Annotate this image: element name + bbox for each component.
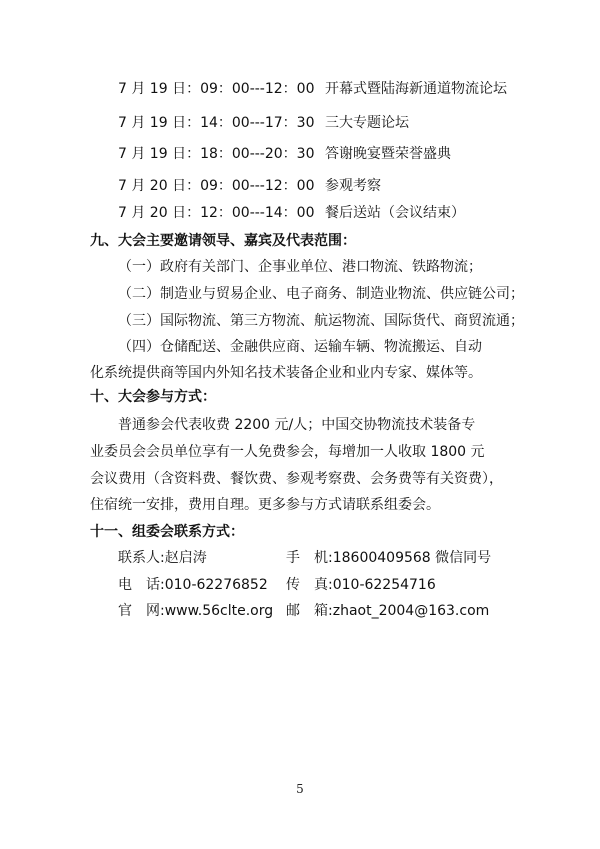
schedule-event: 答谢晚宴暨荣誉盛典 [325,146,451,162]
schedule-time: 7 月 19 日：09：00---12：00 [118,81,315,97]
page-number: 5 [296,782,304,796]
contact-phone: 电 话:010-62276852 [118,577,268,593]
schedule-event: 开幕式暨陆海新通道物流论坛 [325,81,507,97]
invitee-item: （一）政府有关部门、企事业单位、港口物流、铁路物流； [118,259,482,275]
schedule-row [118,113,409,133]
contact-row [118,575,436,595]
invitee-item: （二）制造业与贸易企业、电子商务、制造业物流、供应链公司； [118,286,524,302]
contact-website: 官 网:www.56clte.org [118,603,274,619]
section-heading-contact: 十一、组委会联系方式： [90,524,244,540]
section-heading-participation: 十、大会参与方式： [90,389,216,405]
schedule-event: 三大专题论坛 [325,115,409,131]
schedule-row [118,144,451,164]
contact-person: 联系人:赵启涛 [118,550,207,566]
schedule-event: 参观考察 [325,178,381,194]
invitee-item: （四）仓储配送、金融供应商、运输车辆、物流搬运、自动 [118,339,482,355]
participation-text: 会议费用（含资料费、餐饮费、参观考察费、会务费等有关资费）， [90,471,503,487]
section-heading-invitees: 九、大会主要邀请领导、嘉宾及代表范围： [90,233,356,249]
schedule-time: 7 月 20 日：12：00---14：00 [118,205,315,221]
contact-mobile: 手 机:18600409568 微信同号 [286,550,492,566]
invitee-item: （三）国际物流、第三方物流、航运物流、国际货代、商贸流通； [118,313,524,329]
schedule-event: 餐后送站（会议结束） [325,205,465,221]
participation-text: 住宿统一安排，费用自理。更多参与方式请联系组委会。 [90,497,440,513]
participation-text: 业委员会会员单位享有一人免费参会，每增加一人收取 1800 元 [90,444,485,460]
schedule-row [118,176,381,196]
schedule-row [118,203,465,223]
schedule-time: 7 月 19 日：14：00---17：30 [118,115,315,131]
contact-row [118,601,489,621]
schedule-row [118,79,507,99]
contact-fax: 传 真:010-62254716 [286,577,436,593]
contact-row [118,548,491,568]
participation-text: 普通参会代表收费 2200 元/人；中国交协物流技术装备专 [118,417,476,433]
schedule-time: 7 月 20 日：09：00---12：00 [118,178,315,194]
schedule-time: 7 月 19 日：18：00---20：30 [118,146,315,162]
contact-email: 邮 箱:zhaot_2004@163.com [286,603,490,619]
invitee-item-continuation: 化系统提供商等国内外知名技术装备企业和业内专家、媒体等。 [90,365,482,381]
